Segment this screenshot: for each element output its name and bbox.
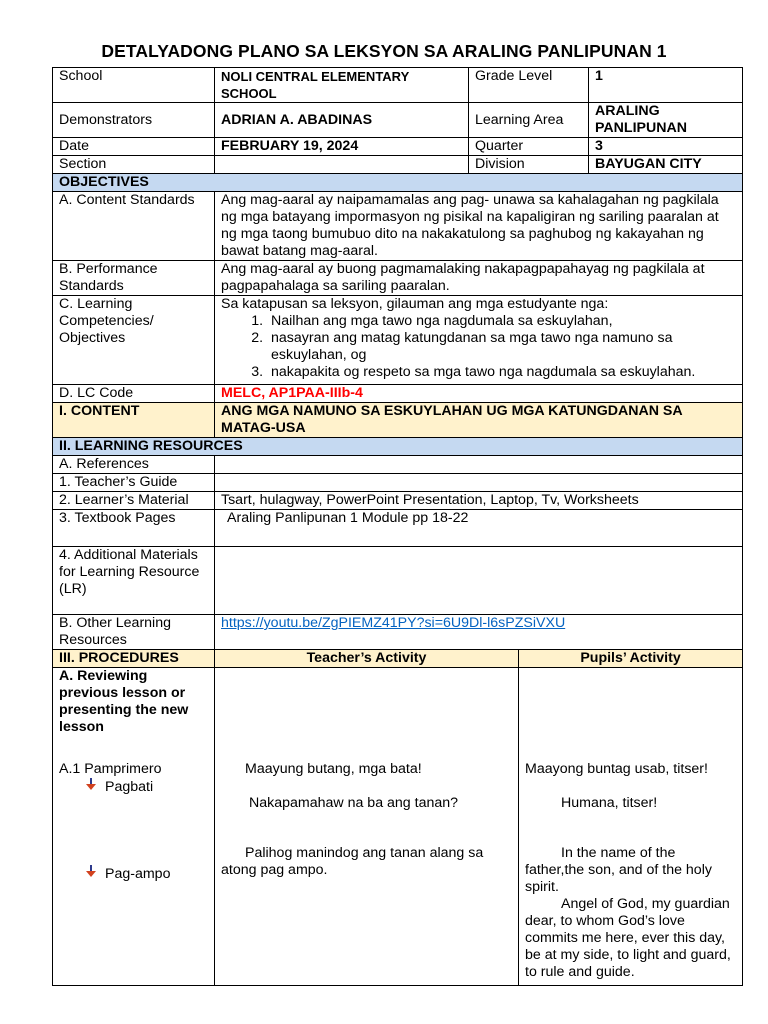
competency-item: 1. Nailhan ang mga tawo nga nagdumala sa eskuylahan, <box>267 313 736 330</box>
teachers-guide-value <box>215 474 743 492</box>
competencies-label: C. Learning Competencies/ Objectives <box>53 296 215 385</box>
lesson-plan-table <box>52 67 743 986</box>
section-value <box>215 156 469 174</box>
procedures-heading: III. PROCEDURES <box>53 650 215 668</box>
lc-code-value: MELC, AP1PAA-IIIb-4 <box>215 385 743 403</box>
date-label: Date <box>53 138 215 156</box>
row-lc-code <box>53 385 743 403</box>
pupil-greeting: Maayong buntag usab, titser! <box>525 761 708 777</box>
pupil-prayer-guardian-angel: Angel of God, my guardian dear, to whom God’s love commits me here, ever this day, be at my side, to light and guard, to rule and guide. <box>525 896 731 980</box>
learners-material-value: Tsart, hulagway, PowerPoint Presentation, Laptop, Tv, Worksheets <box>215 492 743 510</box>
division-value: BAYUGAN CITY <box>589 156 743 174</box>
row-textbook <box>53 510 743 547</box>
teacher-activity-cell <box>215 668 519 986</box>
procedure-a-title: A. Reviewing previous lesson or presenting the new lesson <box>59 668 189 735</box>
row-learners-material <box>53 492 743 510</box>
resources-heading-row <box>53 438 743 456</box>
content-label: I. CONTENT <box>53 403 215 438</box>
performance-text: Ang mag-aaral ay buong pagmamalaking nakapagpapahayag ng pagkilala at pagpapahalaga sa sariling paaralan. <box>215 261 743 296</box>
resources-heading: II. LEARNING RESOURCES <box>53 438 743 456</box>
demonstrators-label: Demonstrators <box>53 103 215 138</box>
learners-material-label: 2. Learner’s Material <box>53 492 215 510</box>
teacher-activity-heading: Teacher’s Activity <box>215 650 519 668</box>
bullet-arrow-icon <box>85 778 99 797</box>
area-value-line2: PANLIPUNAN <box>595 120 687 136</box>
pagampo-label: Pag-ampo <box>105 866 171 882</box>
pupil-breakfast-answer: Humana, titser! <box>561 795 658 811</box>
pupils-activity-cell <box>519 668 743 986</box>
teacher-breakfast-question: Nakapamahaw na ba ang tanan? <box>249 795 459 811</box>
row-section <box>53 156 743 174</box>
teachers-guide-label: 1. Teacher’s Guide <box>53 474 215 492</box>
pagampo-item <box>59 865 208 884</box>
content-value: ANG MGA NAMUNO SA ESKUYLAHAN UG MGA KATUNGDANAN SA MATAG-USA <box>215 403 743 438</box>
area-label: Learning Area <box>469 103 589 138</box>
division-label: Division <box>469 156 589 174</box>
grade-value: 1 <box>589 68 743 103</box>
competency-item: 3. nakapakita og respeto sa mga tawo nga nagdumala sa eskuylahan. <box>267 364 736 381</box>
demonstrators-value: ADRIAN A. ABADINAS <box>215 103 469 138</box>
page-title: DETALYADONG PLANO SA LEKSYON SA ARALING PANLIPUNAN 1 <box>101 41 667 61</box>
textbook-label: 3. Textbook Pages <box>53 510 215 547</box>
pagbati-item <box>59 778 208 797</box>
performance-label: B. Performance Standards <box>53 261 215 296</box>
row-content-standards <box>53 192 743 261</box>
area-value <box>589 103 743 138</box>
school-value: NOLI CENTRAL ELEMENTARY SCHOOL <box>215 68 469 103</box>
objectives-heading-row <box>53 174 743 192</box>
lc-code-label: D. LC Code <box>53 385 215 403</box>
other-resources-label: B. Other Learning Resources <box>53 615 215 650</box>
teacher-prayer-instruction: Palihog manindog ang tanan alang sa atong pag ampo. <box>221 845 484 878</box>
row-competencies <box>53 296 743 385</box>
row-other-resources <box>53 615 743 650</box>
row-date <box>53 138 743 156</box>
content-standards-text: Ang mag-aaral ay naipamamalas ang pag- unawa sa kahalagahan ng pagkilala ng mga batayang impormasyon ng pisikal na kapaligiran ng sariling paaralan at ng mga taong bumubuo dito na nakakatulong sa paghubog ng kakayahan ng bawat batang mag-aaral. <box>215 192 743 261</box>
row-references <box>53 456 743 474</box>
grade-label: Grade Level <box>469 68 589 103</box>
pagbati-label: Pagbati <box>105 779 154 795</box>
other-resources-cell <box>215 615 743 650</box>
quarter-value: 3 <box>589 138 743 156</box>
content-standards-label: A. Content Standards <box>53 192 215 261</box>
date-value: FEBRUARY 19, 2024 <box>215 138 469 156</box>
section-label: Section <box>53 156 215 174</box>
procedures-heading-row <box>53 650 743 668</box>
competencies-list <box>221 313 736 381</box>
row-procedure-a <box>53 668 743 986</box>
textbook-value: Araling Panlipunan 1 Module pp 18-22 <box>215 510 743 547</box>
procedure-a1: A.1 Pamprimero <box>59 761 162 777</box>
teacher-greeting: Maayung butang, mga bata! <box>245 761 422 777</box>
additional-label: 4. Additional Materials for Learning Resource (LR) <box>53 547 215 615</box>
row-demonstrators <box>53 103 743 138</box>
row-performance-standards <box>53 261 743 296</box>
area-value-line1: ARALING <box>595 103 660 119</box>
procedure-left-cell <box>53 668 215 986</box>
pupils-activity-heading: Pupils’ Activity <box>519 650 743 668</box>
row-school <box>53 68 743 103</box>
additional-value <box>215 547 743 615</box>
row-additional <box>53 547 743 615</box>
competency-item: 2. nasayran ang matag katungdanan sa mga tawo nga namuno sa eskuylahan, og <box>267 330 736 364</box>
objectives-heading: OBJECTIVES <box>53 174 743 192</box>
bullet-arrow-icon <box>85 865 99 884</box>
references-label: A. References <box>53 456 215 474</box>
competencies-intro: Sa katapusan sa leksyon, gilauman ang mga estudyante nga: <box>221 296 609 312</box>
content-row <box>53 403 743 438</box>
quarter-label: Quarter <box>469 138 589 156</box>
competencies-cell <box>215 296 743 385</box>
school-label: School <box>53 68 215 103</box>
youtube-link[interactable]: https://youtu.be/ZgPIEMZ41PY?si=6U9Dl-l6sPZSiVXU <box>221 615 566 631</box>
row-teachers-guide <box>53 474 743 492</box>
pupil-prayer-sign-of-cross: In the name of the father,the son, and of the holy spirit. <box>525 845 712 895</box>
